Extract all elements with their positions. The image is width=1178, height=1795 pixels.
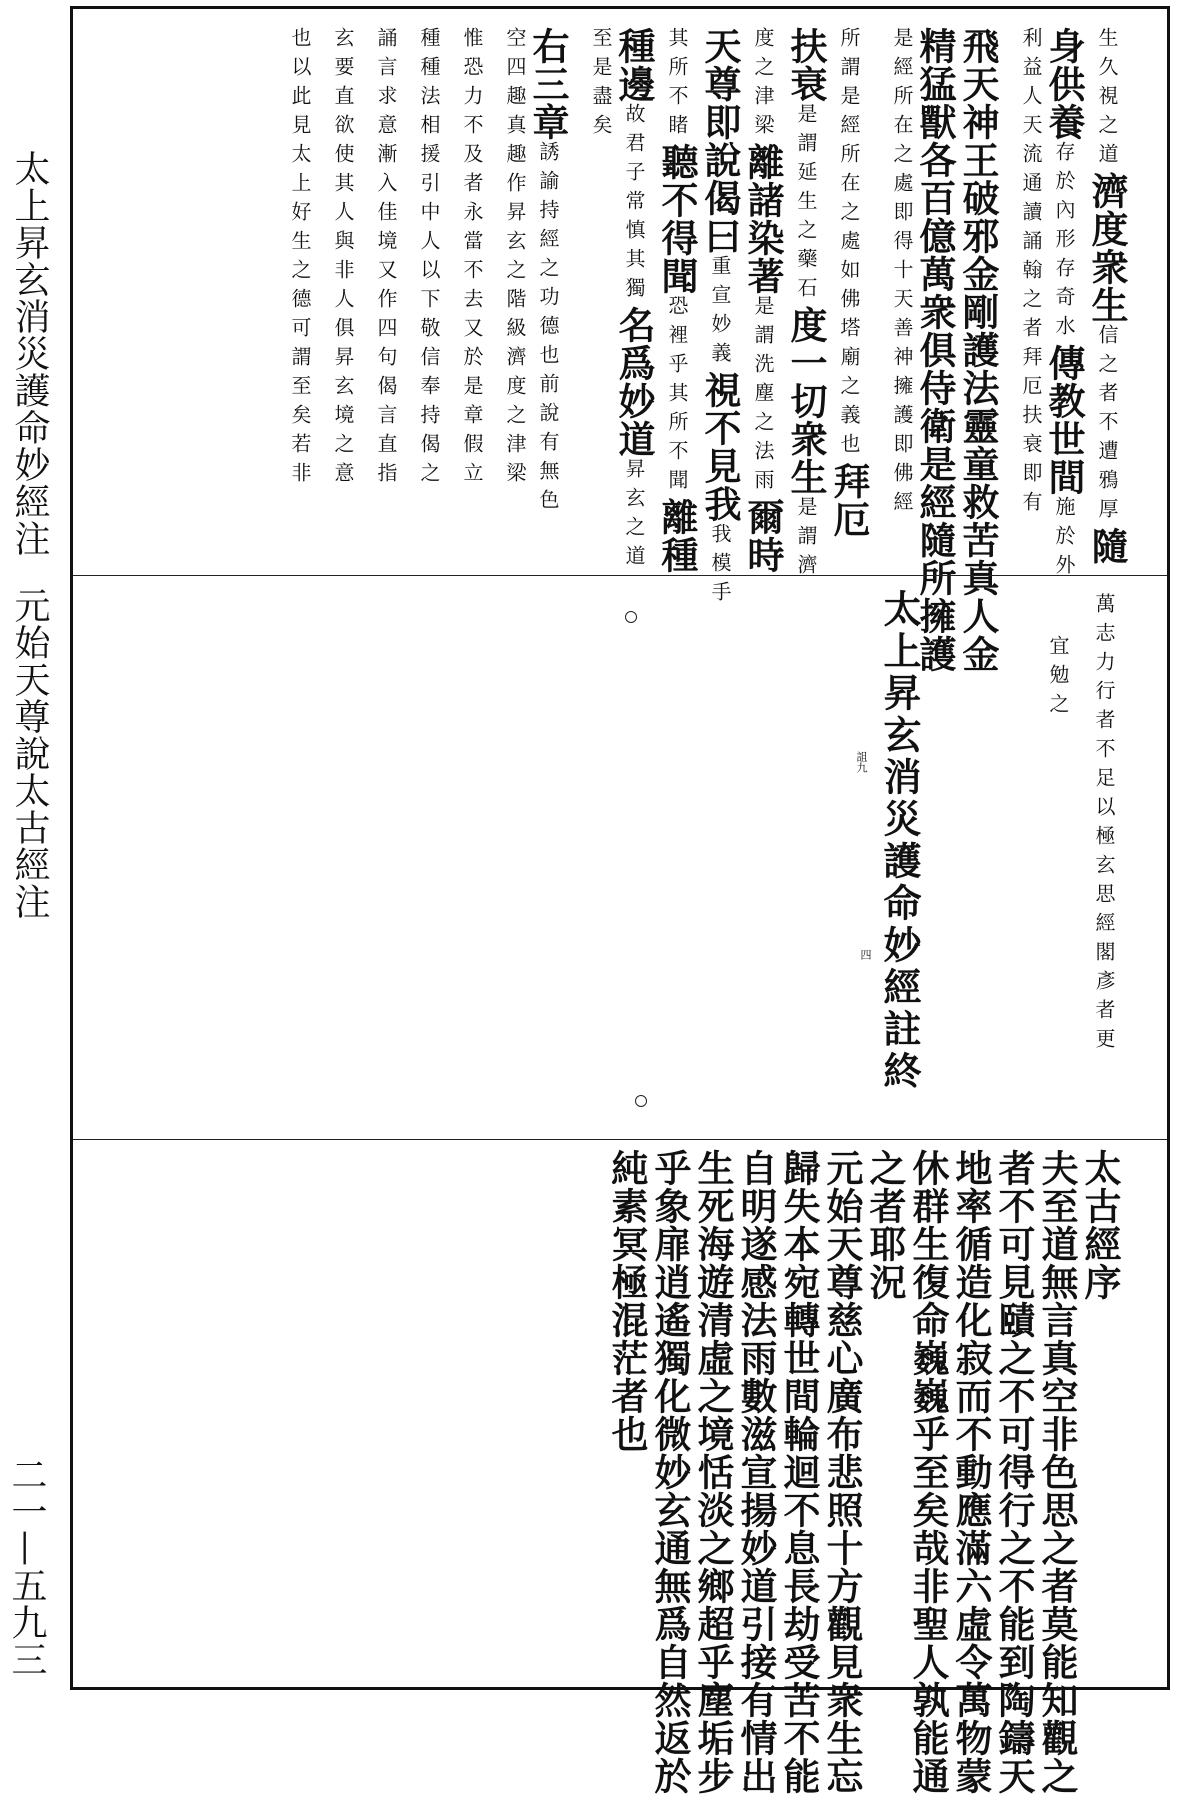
- text-column: [872, 27, 912, 565]
- text-column: [442, 27, 482, 565]
- scripture-text: 離諸染著: [741, 143, 785, 295]
- commentary-text: 是經所在之處即得十天善神擁護即佛經: [890, 27, 914, 520]
- text-column: [313, 27, 353, 565]
- commentary-text: 空四趣真趣作昇玄之階級濟度之津梁: [503, 27, 527, 491]
- commentary-text: 生久視之道: [1095, 27, 1119, 172]
- scripture-text: 視不見我: [698, 371, 742, 523]
- scripture-text: 離種: [655, 498, 699, 574]
- scripture-text: 種邊: [612, 27, 656, 103]
- scripture-text: 扶衰: [784, 27, 828, 103]
- commentary-text: 故君子常慎其獨: [622, 103, 646, 306]
- preface-text-column: 歸失本宛轉世間輪迴不息長劫受苦不能: [777, 1149, 821, 1795]
- text-column: [829, 27, 869, 565]
- scripture-text: 聽不得聞: [655, 143, 699, 295]
- scripture-text: 濟度衆生: [1085, 172, 1129, 324]
- preface-text-column: 元始天尊慈心廣布悲照十方觀見衆生忘: [820, 1149, 864, 1795]
- commentary-text: 昇玄之道: [622, 458, 646, 574]
- text-column: [741, 27, 785, 574]
- commentary-text: 誘諭持經之功德也前說有無色: [536, 141, 560, 518]
- text-column: [528, 27, 568, 565]
- scripture-text: 身供養: [1042, 27, 1086, 141]
- colophon-note-line: 宜勉之: [1046, 635, 1070, 722]
- text-column: [571, 27, 611, 565]
- text-column: [485, 27, 525, 565]
- text-column: [1042, 27, 1086, 583]
- margin-title-secondary: 元始天尊說太古經注: [9, 587, 50, 920]
- scripture-text: 爾時: [741, 498, 785, 574]
- panel-preface: [85, 1149, 1155, 1795]
- text-column: [698, 27, 742, 610]
- text-column: [270, 27, 310, 565]
- preface-text-column: 之者耶況: [863, 1149, 907, 1301]
- commentary-text: 是謂洗塵之法雨: [751, 295, 775, 498]
- text-column: [913, 27, 957, 673]
- text-column: [956, 27, 1000, 673]
- preface-text-column: 者不可見賾之不可得行之不能到陶鑄天: [992, 1149, 1036, 1795]
- page-frame: [70, 6, 1170, 1795]
- panel-colophon: [85, 585, 1155, 1129]
- commentary-text: 至是盡矣: [589, 27, 613, 143]
- scripture-text: 傳教世間: [1042, 344, 1086, 496]
- scripture-text: 度一切衆生: [784, 306, 828, 496]
- panel-commentary-top: [85, 27, 1155, 673]
- preface-text-column: 生死海遊清虛之境恬淡之鄉超乎塵垢步: [691, 1149, 735, 1795]
- end-title-annotation: 詛九: [855, 751, 868, 773]
- scripture-text: 右三章: [526, 27, 570, 141]
- text-column: [1001, 27, 1041, 565]
- colophon-note-line: 萬志力行者不足以極玄思經閣彥者更: [1092, 593, 1116, 1057]
- circle-mark: [635, 1095, 647, 1107]
- text-column: [1087, 27, 1127, 565]
- commentary-text: 所謂是經所在之處如佛塔廟之義也: [837, 27, 861, 462]
- margin-title: [6, 150, 52, 920]
- scripture-text: 隨: [1085, 527, 1129, 565]
- scripture-text: 名爲妙道: [612, 306, 656, 458]
- preface-text-column: 乎象扉逍遙獨化微妙玄通無爲自然返於: [648, 1149, 692, 1795]
- text-column: [784, 27, 828, 583]
- commentary-text: 種種法相援引中人以下敬信奉持偈之: [417, 27, 441, 491]
- scripture-text: 拜厄: [827, 462, 871, 538]
- commentary-text: 恐裡乎其所不聞: [665, 295, 689, 498]
- preface-heading: 太古經序: [1078, 1149, 1122, 1301]
- commentary-text: 惟恐力不及者永當不去又於是章假立: [460, 27, 484, 491]
- margin-title-primary: 太上昇玄消災護命妙經注: [9, 150, 50, 557]
- commentary-text: 誦言求意漸入佳境又作四句偈言直指: [374, 27, 398, 491]
- commentary-text: 施於外: [1052, 496, 1076, 583]
- commentary-text: 是謂濟: [794, 496, 818, 583]
- commentary-text: 度之津梁: [751, 27, 775, 143]
- preface-text-column: 自明遂感法雨數滋宣揚妙道引接有情出: [734, 1149, 778, 1795]
- panel-divider: [73, 575, 1167, 576]
- circle-mark: [625, 611, 637, 623]
- preface-text-column: 休群生復命巍巍乎至矣哉非聖人孰能通: [906, 1149, 950, 1795]
- text-column: [356, 27, 396, 565]
- end-title: 太上昇玄消災護命妙經註終: [877, 589, 922, 1093]
- commentary-text: 是謂延生之藥石: [794, 103, 818, 306]
- commentary-text: 利益人天流通讀誦翰之者拜厄扶衰即有: [1019, 27, 1043, 520]
- page-number: 二一—五九三: [6, 1456, 47, 1678]
- text-column: [399, 27, 439, 565]
- scripture-text: 精猛獸各百億萬衆俱侍衛是經隨所擁護: [913, 27, 957, 673]
- commentary-text: 重宣妙義: [708, 255, 732, 371]
- commentary-text: 也以此見太上好生之德可謂至矣若非: [288, 27, 312, 491]
- commentary-text: 其所不睹: [665, 27, 689, 143]
- panel-divider: [73, 1139, 1167, 1140]
- commentary-text: 存於內形存奇水: [1052, 141, 1076, 344]
- end-title-annotation: 四: [859, 949, 872, 960]
- text-column: [612, 27, 656, 574]
- commentary-text: 信之者不遭鴉厚: [1095, 324, 1119, 527]
- commentary-text: 玄要直欲使其人與非人俱昇玄境之意: [331, 27, 355, 491]
- commentary-text: 我模手: [708, 523, 732, 610]
- scripture-text: 天尊即說偈曰: [698, 27, 742, 255]
- scripture-text: 飛天神王破邪金剛護法靈童救苦真人金: [956, 27, 1000, 673]
- preface-text-column: 地率循造化寂而不動應滿六虛令萬物蒙: [949, 1149, 993, 1795]
- preface-text-column: 夫至道無言真空非色思之者莫能知觀之: [1035, 1149, 1079, 1795]
- text-column: [655, 27, 699, 574]
- preface-text-column: 純素冥極混茫者也: [605, 1149, 649, 1453]
